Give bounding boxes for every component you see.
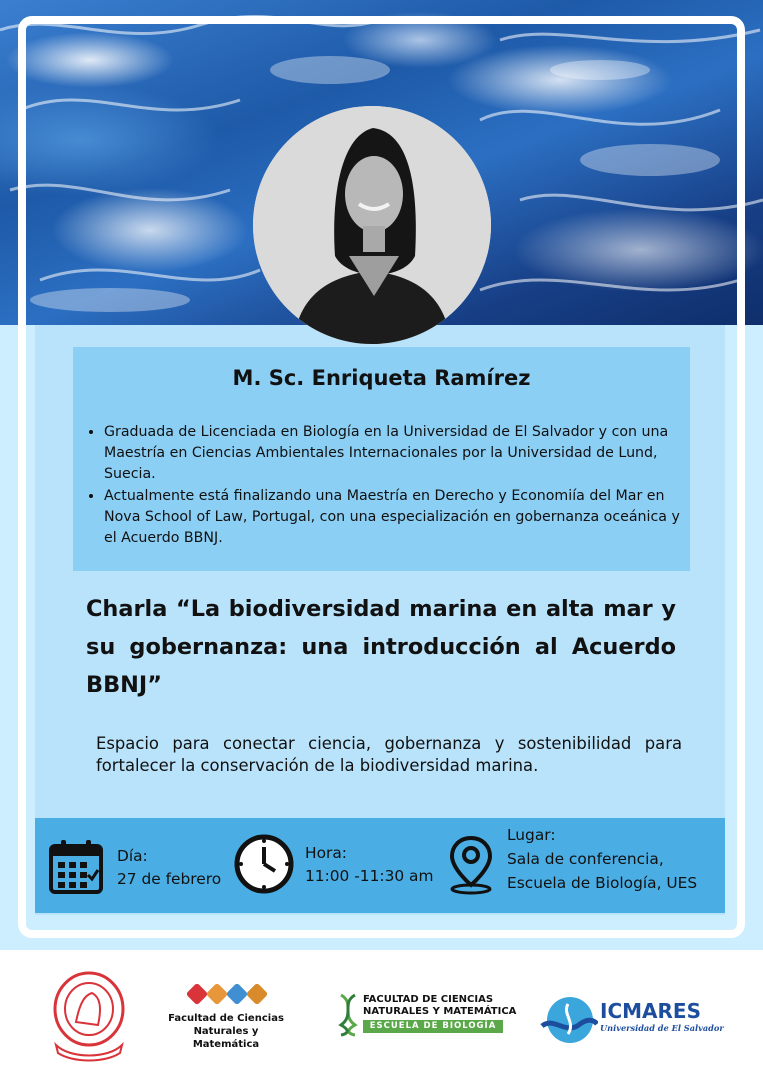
time-value: 11:00 -11:30 am: [305, 867, 434, 885]
bio-list: [86, 422, 694, 550]
bio-item: • Graduada de Licenciada en Biología en la Universidad de El Salvador y con una Maestría en Ciencias Ambientales Internacionales por la Universidad de Lund, Suecia.: [104, 422, 694, 485]
speaker-name: M. Sc. Enriqueta Ramírez: [232, 366, 531, 390]
day-label: Día:: [117, 847, 148, 865]
facultad-logo-line1: Facultad de Ciencias: [168, 1013, 284, 1024]
talk-tagline: Espacio para conectar ciencia, gobernanza y sostenibilidad para fortalecer la conservación de la biodiversidad marina.: [96, 734, 682, 775]
calendar-icon: [48, 838, 104, 896]
escuela-logo-line2: NATURALES Y MATEMÁTICA: [363, 1006, 517, 1017]
time-label: Hora:: [305, 844, 347, 862]
bio-item: • Actualmente está finalizando una Maestría en Derecho y Economiía del Mar en Nova School of Law, Portugal, con una especialización en gobernanza oceánica y el Acuerdo BBNJ.: [104, 486, 694, 549]
icmares-wave-logo: [540, 994, 598, 1046]
day-value: 27 de febrero: [117, 870, 222, 888]
talk-title: Charla “La biodiversidad marina en alta mar y su gobernanza: una introducción al Acuerdo BBNJ”: [86, 596, 676, 698]
location-pin-icon: [446, 833, 496, 895]
escuela-logo-line3: ESCUELA DE BIOLOGÍA: [363, 1020, 503, 1033]
icmares-logo-sub: Universidad de El Salvador: [600, 1023, 724, 1033]
escuela-logo-line1: FACULTAD DE CIENCIAS: [363, 994, 494, 1005]
place-line1: Sala de conferencia,: [507, 850, 664, 868]
facultad-icons-logo: [187, 984, 267, 1006]
dna-icon: [337, 993, 359, 1037]
speaker-photo: [253, 106, 491, 344]
icmares-logo-name: ICMARES: [600, 999, 701, 1023]
place-label: Lugar:: [507, 826, 556, 844]
place-line2: Escuela de Biología, UES: [507, 874, 698, 892]
facultad-logo-line2: Naturales y Matemática: [192, 1026, 260, 1050]
clock-icon: [233, 833, 295, 895]
ues-seal-logo: [50, 967, 128, 1063]
footer-logos: [0, 950, 763, 1080]
